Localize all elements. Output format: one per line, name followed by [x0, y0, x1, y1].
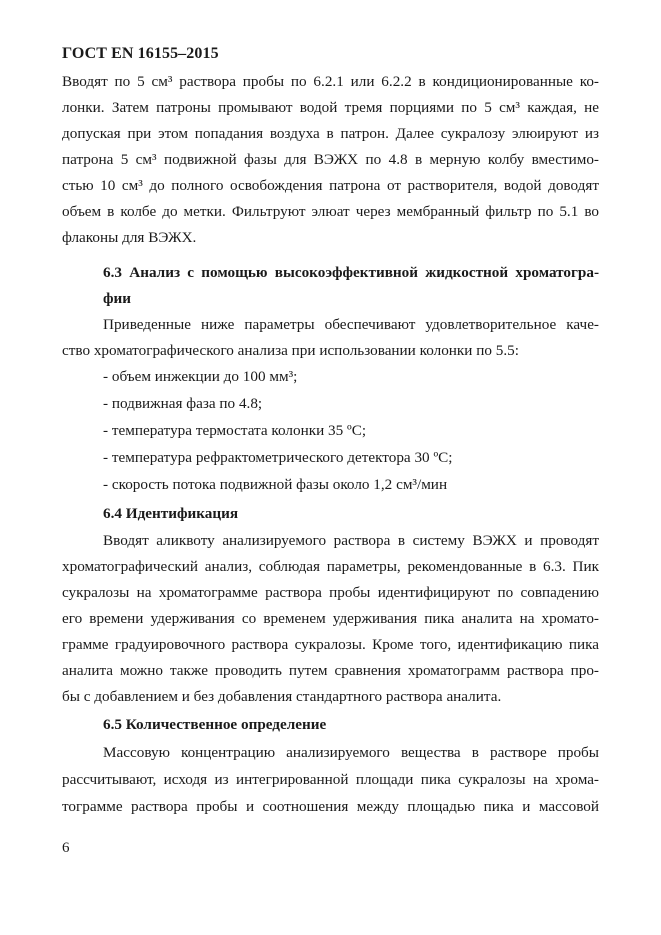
- list-item: - температура термостата колонки 35 ºС;: [103, 422, 367, 439]
- text-line: Приведенные ниже параметры обеспечивают удовлетворительное каче-: [103, 316, 599, 333]
- text-line: патрона 5 см³ подвижной фазы для ВЭЖХ по 4.8 в мерную колбу вместимо-: [62, 151, 599, 168]
- text-line: тограмме раствора пробы и соотношения между площадью пика и массовой: [62, 798, 599, 815]
- text-line: сукралозы на хроматограмме раствора пробы идентифицируют по совпадению: [62, 584, 599, 601]
- text-line: его времени удерживания со временем удерживания пика аналита на хромато-: [62, 610, 599, 627]
- text-line: допуская при этом попадания воздуха в патрон. Далее сукралозу элюируют из: [62, 125, 599, 142]
- text-line: Массовую концентрацию анализируемого вещества в растворе пробы: [103, 744, 599, 761]
- text-line: хроматографический анализ, соблюдая параметры, рекомендованные в 6.3. Пик: [62, 558, 599, 575]
- text-line: Вводят аликвоту анализируемого раствора в систему ВЭЖХ и проводят: [103, 532, 599, 549]
- section-heading-6-4: 6.4 Идентификация: [103, 505, 239, 522]
- text-line: лонки. Затем патроны промывают водой тремя порциями по 5 см³ каждая, не: [62, 99, 599, 116]
- list-item: - температура рефрактометрического детектора 30 ºС;: [103, 449, 453, 466]
- list-item: - объем инжекции до 100 мм³;: [103, 368, 298, 385]
- text-line: грамме градуировочного раствора сукралозы. Кроме того, идентификацию пика: [62, 636, 599, 653]
- page-number: 6: [62, 840, 70, 856]
- document-header: ГОСТ EN 16155–2015: [62, 45, 219, 62]
- text-line: аналита можно также проводить путем сравнения хроматограмм раствора про-: [62, 662, 599, 679]
- text-line: стью 10 см³ до полного освобождения патрона от растворителя, водой доводят: [62, 177, 599, 194]
- section-heading-6-5: 6.5 Количественное определение: [103, 716, 327, 733]
- list-item: - скорость потока подвижной фазы около 1,2 см³/мин: [103, 476, 448, 493]
- list-item: - подвижная фаза по 4.8;: [103, 395, 263, 412]
- text-line: бы с добавлением и без добавления стандартного раствора аналита.: [62, 688, 502, 705]
- section-heading-6-3-cont: фии: [103, 290, 132, 307]
- text-line: ство хроматографического анализа при использовании колонки по 5.5:: [62, 342, 519, 359]
- section-heading-6-3: 6.3 Анализ с помощью высокоэффективной жидкостной хроматогра-: [103, 264, 599, 281]
- text-line: флаконы для ВЭЖХ.: [62, 229, 197, 246]
- text-line: рассчитывают, исходя из интегрированной площади пика сукралозы на хрома-: [62, 771, 599, 788]
- text-line: Вводят по 5 см³ раствора пробы по 6.2.1 или 6.2.2 в кондиционированные ко-: [62, 73, 599, 90]
- text-line: объем в колбе до метки. Фильтруют элюат через мембранный фильтр по 5.1 во: [62, 203, 599, 220]
